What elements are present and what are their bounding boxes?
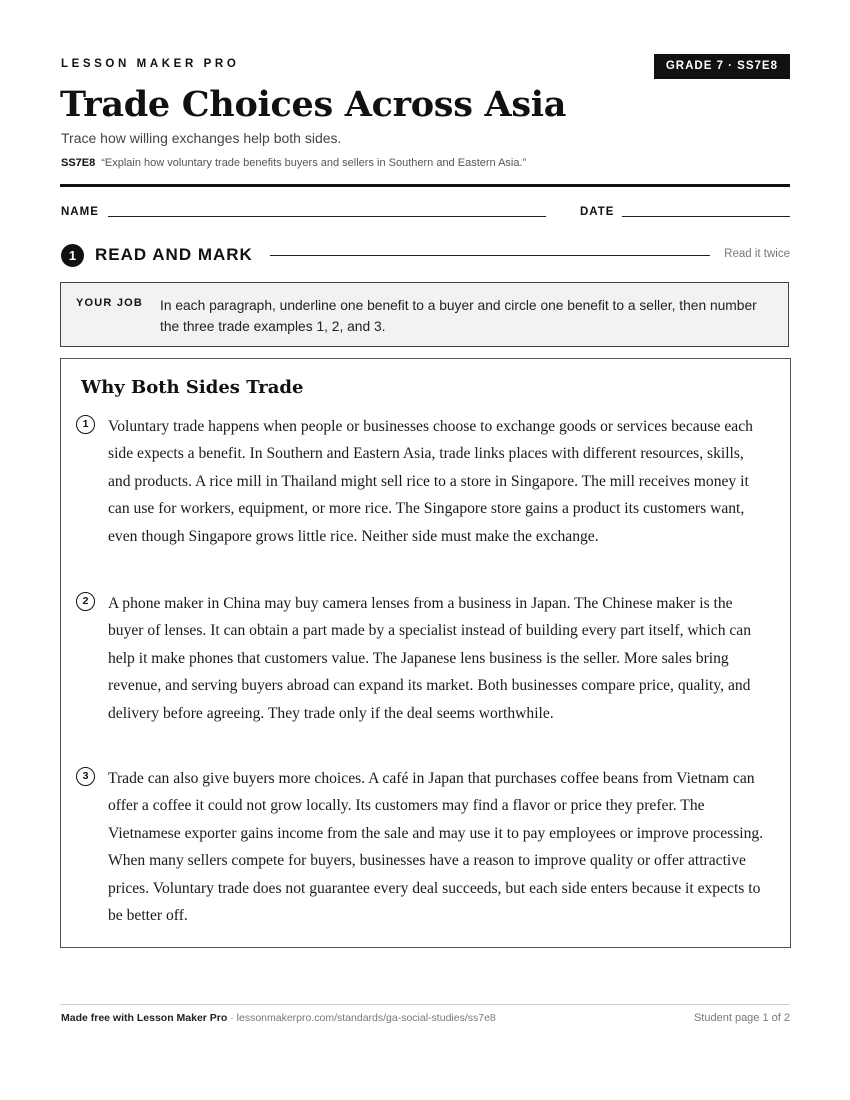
paragraph-number-marker: 1 [76,415,95,434]
instructions-label: YOUR JOB [76,297,144,309]
page-subtitle: Trace how willing exchanges help both sides. [61,130,342,146]
paragraph-2: A phone maker in China may buy camera lenses from a business in Japan. The Chinese maker is the buyer of lenses. It can obtain a part made by a specialist instead of building every part itself, which can help it make phones that customers value. The Japanese lens business is the seller. More sales bring revenue, and serving buyers abroad can expand its market. Both businesses compare price, quality, and delivery before agreeing. They trade only if the deal seems worthwhile. [108,595,752,722]
section-heading: READ AND MARK [95,245,253,264]
footer-page-number: Student page 1 of 2 [693,1012,790,1024]
section-note: Read it twice [724,248,790,260]
date-field[interactable] [622,216,790,217]
reading-passage [60,358,791,948]
standard-line [61,157,526,169]
footer-url[interactable]: · lessonmakerpro.com/standards/ga-social-studies/ss7e8 [227,1012,496,1024]
page-title: Trade Choices Across Asia [60,84,567,125]
section-rule [270,255,710,256]
instructions-box [60,282,789,347]
section-number-badge: 1 [61,244,84,267]
footer-divider [60,1004,790,1005]
footer-made-by: Made free with Lesson Maker Pro [61,1012,228,1024]
footer-credit [61,1012,496,1024]
paragraph-number-marker: 2 [76,592,95,611]
paragraph-number-marker: 3 [76,767,95,786]
paragraph-1: Voluntary trade happens when people or businesses choose to exchange goods or services because each side expects a benefit. In Southern and Eastern Asia, trade links places with different resources, skills, and products. A rice mill in Thailand might sell rice to a store in Singapore. The mill receives money it can use for workers, equipment, or more rice. The Singapore store gains a product its customers want, even though Singapore grows little rice. Neither side must make the exchange. [108,418,753,545]
brand-name: LESSON MAKER PRO [61,58,240,70]
grade-badge: GRADE 7 · SS7E8 [654,54,790,79]
name-label: NAME [61,206,99,218]
header-divider [60,184,790,187]
standard-quote: “Explain how voluntary trade benefits buyers and sellers in Southern and Eastern Asia.” [101,157,527,169]
standard-code: SS7E8 [61,157,96,169]
reading-title: Why Both Sides Trade [81,377,304,398]
name-field[interactable] [108,216,546,217]
instructions-text: In each paragraph, underline one benefit to a buyer and circle one benefit to a seller, then number the three trade examples 1, 2, and 3. [160,298,757,334]
paragraph-3: Trade can also give buyers more choices. A café in Japan that purchases coffee beans from Vietnam can offer a coffee it could not grow locally. Its customers may find a flavor or price they prefer. The Vietnamese exporter gains income from the sale and may use it to pay employees or improve processing. When many sellers compete for buyers, businesses have a reason to improve quality or offer attractive prices. Voluntary trade does not guarantee every deal succeeds, but each side enters because it expects to be better off. [108,770,764,925]
date-label: DATE [580,206,615,218]
